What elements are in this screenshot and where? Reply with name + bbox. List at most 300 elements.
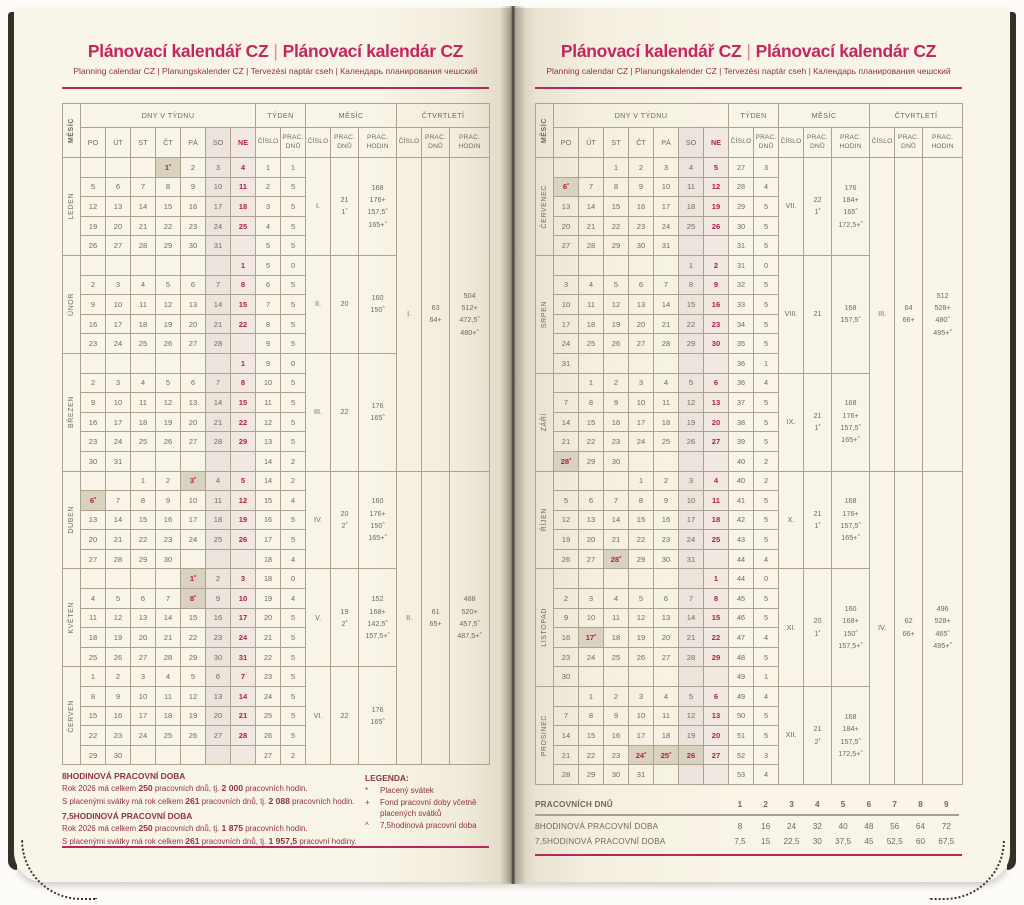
- sub-header: ČÍSLO: [256, 128, 281, 158]
- day-cell: 26: [181, 726, 206, 746]
- day-cell: 17: [106, 314, 131, 334]
- day-cell: [704, 765, 729, 785]
- day-cell: 17: [554, 314, 579, 334]
- month-label-text: KVĚTEN: [68, 602, 75, 634]
- month-numeral-cell: I.: [306, 158, 331, 256]
- month-label-text: BŘEZEN: [68, 396, 75, 429]
- day-cell: 21: [554, 745, 579, 765]
- marker-asterisk: *: [594, 634, 597, 641]
- day-cell: 3: [679, 471, 704, 491]
- month-workdays-cell: 21 1*: [804, 471, 832, 569]
- week-number-cell: 29: [729, 197, 754, 217]
- day-cell: 28: [554, 765, 579, 785]
- week-number-cell: 14: [256, 451, 281, 471]
- week-number-cell: 51: [729, 726, 754, 746]
- week-number-cell: 18: [256, 569, 281, 589]
- day-cell: 10: [106, 393, 131, 413]
- month-workhours-cell: 160 168+ 150^ 157,5+^: [832, 569, 870, 687]
- marker-caret: ^: [382, 718, 385, 725]
- sub-header: PRAC. DNŮ: [281, 128, 306, 158]
- day-cell: 14: [654, 295, 679, 315]
- day-cell: 1: [81, 667, 106, 687]
- day-cell: 28: [654, 334, 679, 354]
- day-cell: 8: [579, 393, 604, 413]
- month-label: [536, 471, 554, 569]
- day-cell: [679, 353, 704, 373]
- day-cell: [579, 471, 604, 491]
- week-number-cell: 2: [256, 177, 281, 197]
- week-row: [63, 158, 490, 178]
- days-table-value: 56: [890, 821, 900, 831]
- day-cell: 22: [81, 726, 106, 746]
- legend-text: 7,5hodinová pracovní doba: [380, 820, 477, 830]
- day-cell: 14: [679, 608, 704, 628]
- day-cell: 7: [554, 706, 579, 726]
- day-cell: 2: [81, 275, 106, 295]
- week-number-cell: 42: [729, 510, 754, 530]
- week-workdays-cell: 5: [281, 216, 306, 236]
- day-cell: 3: [131, 667, 156, 687]
- week-workdays-cell: 5: [281, 236, 306, 256]
- day-cell: 28: [156, 647, 181, 667]
- day-cell: 3: [629, 373, 654, 393]
- week-workdays-cell: 1: [754, 353, 779, 373]
- day-cell: 24: [629, 432, 654, 452]
- day-cell: 19: [81, 216, 106, 236]
- sub-header: PRAC. DNŮ: [422, 128, 450, 158]
- marker-caret: ^: [857, 534, 860, 541]
- day-cell: 27: [554, 236, 579, 256]
- day-header-po: PO: [554, 128, 579, 158]
- day-cell: [579, 158, 604, 178]
- day-cell: 8: [579, 706, 604, 726]
- day-cell: [81, 255, 106, 275]
- day-cell: 18: [231, 197, 256, 217]
- day-cell: 23: [554, 647, 579, 667]
- day-cell: [554, 569, 579, 589]
- week-workdays-cell: 5: [754, 647, 779, 667]
- day-cell: 24*: [629, 745, 654, 765]
- week-number-cell: 49: [729, 687, 754, 707]
- sub-header: PRAC. DNŮ: [804, 128, 832, 158]
- marker-caret: ^: [382, 414, 385, 421]
- day-cell: 21: [554, 432, 579, 452]
- days-table-value: 72: [941, 821, 951, 831]
- week-number-cell: 16: [256, 510, 281, 530]
- marker-caret: ^: [855, 208, 858, 215]
- day-cell: 14: [231, 687, 256, 707]
- day-header-pá: PÁ: [654, 128, 679, 158]
- day-cell: 27: [206, 726, 231, 746]
- day-cell: 17: [679, 510, 704, 530]
- day-cell: 9: [206, 589, 231, 609]
- day-cell: 16: [106, 706, 131, 726]
- day-cell: [629, 569, 654, 589]
- day-cell: 26: [629, 647, 654, 667]
- month-column-header-label: MĚSÍC: [68, 117, 75, 144]
- week-workdays-cell: 5: [754, 197, 779, 217]
- day-cell: 12: [604, 295, 629, 315]
- day-cell: 27: [181, 432, 206, 452]
- month-workhours-cell: 176 165^: [359, 353, 397, 471]
- day-cell: 5: [156, 275, 181, 295]
- day-cell: 3: [231, 569, 256, 589]
- day-cell: 9: [704, 275, 729, 295]
- month-workdays-cell: 22 1*: [804, 158, 832, 256]
- day-cell: 27: [704, 745, 729, 765]
- group-header-days: DNY V TÝDNU: [81, 104, 256, 128]
- week-workdays-cell: 5: [281, 628, 306, 648]
- week-number-cell: 4: [256, 216, 281, 236]
- day-cell: [579, 255, 604, 275]
- month-label-text: ŘÍJEN: [541, 508, 548, 532]
- day-cell: 5: [679, 373, 704, 393]
- month-workhours-cell: 168 176+ 157,5^ 165+^: [832, 471, 870, 569]
- days-table-row-label: 7,5HODINOVÁ PRACOVNÍ DOBA: [535, 836, 666, 846]
- days-table-col-header: 9: [943, 800, 949, 809]
- day-cell: 22: [704, 628, 729, 648]
- group-header-quarter: ČTVRTLETÍ: [870, 104, 963, 128]
- day-cell: 21: [206, 314, 231, 334]
- day-cell: 29: [704, 647, 729, 667]
- day-cell: 21: [156, 628, 181, 648]
- week-number-cell: 23: [256, 667, 281, 687]
- day-cell: 27: [81, 549, 106, 569]
- day-header-út: ÚT: [579, 128, 604, 158]
- day-cell: 10: [654, 177, 679, 197]
- day-cell: 4: [231, 158, 256, 178]
- day-cell: 24: [231, 628, 256, 648]
- day-cell: 16: [81, 412, 106, 432]
- week-number-cell: 10: [256, 373, 281, 393]
- day-cell: 30: [156, 549, 181, 569]
- day-cell: 3: [554, 275, 579, 295]
- marker-caret: ^: [477, 620, 480, 627]
- day-cell: 25: [679, 216, 704, 236]
- day-cell: 16: [604, 726, 629, 746]
- day-cell: 12: [81, 197, 106, 217]
- notes-line: S placenými svátky má rok celkem 261 pracovních dnů, tj. 2 088 pracovních hodin.: [62, 796, 355, 807]
- day-cell: 9: [604, 393, 629, 413]
- day-cell: 4: [579, 275, 604, 295]
- day-cell: 18: [579, 314, 604, 334]
- day-cell: [629, 255, 654, 275]
- week-number-cell: 34: [729, 314, 754, 334]
- month-workhours-cell: 168 184+ 157,5^ 172,5+^: [832, 687, 870, 785]
- week-number-cell: 50: [729, 706, 754, 726]
- day-cell: 4: [604, 589, 629, 609]
- day-cell: 22: [181, 628, 206, 648]
- day-cell: 23: [629, 216, 654, 236]
- day-cell: 19: [156, 314, 181, 334]
- week-workdays-cell: 5: [281, 275, 306, 295]
- day-cell: 2: [704, 255, 729, 275]
- day-cell: 5: [106, 589, 131, 609]
- week-number-cell: 41: [729, 491, 754, 511]
- day-cell: 8: [231, 275, 256, 295]
- day-cell: 3: [206, 158, 231, 178]
- week-number-cell: 44: [729, 569, 754, 589]
- day-cell: 23: [206, 628, 231, 648]
- legend-items: [365, 785, 489, 831]
- day-cell: 7: [206, 275, 231, 295]
- month-label-text: ÚNOR: [68, 292, 75, 316]
- day-cell: [181, 353, 206, 373]
- day-cell: 24: [106, 432, 131, 452]
- day-cell: [554, 373, 579, 393]
- day-cell: 23: [654, 530, 679, 550]
- marker-caret: ^: [479, 632, 482, 639]
- legend-text: Fond pracovní doby včetně placených svátků: [380, 797, 477, 818]
- month-label: [63, 158, 81, 256]
- day-cell: 17*: [579, 628, 604, 648]
- day-header-pá: PÁ: [181, 128, 206, 158]
- day-cell: 13: [554, 197, 579, 217]
- day-cell: 16: [704, 295, 729, 315]
- week-number-cell: 37: [729, 393, 754, 413]
- day-cell: 1: [579, 687, 604, 707]
- day-cell: 17: [629, 726, 654, 746]
- day-cell: [106, 471, 131, 491]
- calendar-body: [63, 158, 490, 765]
- marker-caret: ^: [384, 534, 387, 541]
- day-cell: 1: [231, 353, 256, 373]
- days-table-value: 40: [838, 821, 848, 831]
- day-cell: [654, 353, 679, 373]
- day-cell: [679, 569, 704, 589]
- day-cell: [579, 569, 604, 589]
- month-workdays-cell: 19 2*: [331, 569, 359, 667]
- head-row-groups: [63, 104, 490, 128]
- day-cell: 31: [106, 451, 131, 471]
- week-number-cell: 27: [729, 158, 754, 178]
- day-cell: 25: [704, 530, 729, 550]
- day-cell: [206, 549, 231, 569]
- head-row-columns: [63, 128, 490, 158]
- month-numeral-cell: VI.: [306, 667, 331, 765]
- day-cell: 16: [604, 412, 629, 432]
- day-cell: 11: [679, 177, 704, 197]
- week-number-cell: 18: [256, 549, 281, 569]
- day-cell: 16: [181, 197, 206, 217]
- day-cell: 6: [654, 589, 679, 609]
- marker-caret: ^: [855, 629, 858, 636]
- day-cell: 11: [156, 687, 181, 707]
- title-separator: |: [746, 41, 751, 61]
- week-number-cell: 28: [729, 177, 754, 197]
- day-cell: 10: [679, 491, 704, 511]
- day-cell: [604, 667, 629, 687]
- day-cell: 10: [131, 687, 156, 707]
- legend-item: [365, 797, 489, 820]
- day-cell: 26: [81, 236, 106, 256]
- day-cell: 19: [629, 628, 654, 648]
- day-header-ne: NE: [231, 128, 256, 158]
- day-cell: 9: [181, 177, 206, 197]
- marker-caret: ^: [382, 306, 385, 313]
- week-number-cell: 44: [729, 549, 754, 569]
- week-workdays-cell: 4: [754, 373, 779, 393]
- marker-caret: ^: [857, 436, 860, 443]
- days-table-col-header: 5: [840, 800, 846, 809]
- marker-asterisk: *: [194, 594, 197, 601]
- day-cell: 11: [131, 393, 156, 413]
- month-workhours-cell: 176 184+ 165^ 172,5+^: [832, 158, 870, 256]
- week-row: [536, 471, 963, 491]
- week-number-cell: 19: [256, 589, 281, 609]
- day-cell: 24: [679, 530, 704, 550]
- day-cell: 30: [654, 549, 679, 569]
- marker-asterisk: *: [194, 477, 197, 484]
- day-cell: 2: [554, 589, 579, 609]
- page-header-right: [535, 41, 962, 76]
- days-table-row: [535, 819, 959, 834]
- day-cell: 11: [704, 491, 729, 511]
- day-cell: 30: [604, 451, 629, 471]
- day-cell: 28: [106, 549, 131, 569]
- week-workdays-cell: 0: [754, 569, 779, 589]
- week-number-cell: 43: [729, 530, 754, 550]
- day-cell: 7: [206, 373, 231, 393]
- day-cell: 15: [579, 726, 604, 746]
- sub-header: ČÍSLO: [397, 128, 422, 158]
- week-number-cell: 47: [729, 628, 754, 648]
- month-numeral-cell: IV.: [306, 471, 331, 569]
- calendar-table-left: [62, 103, 490, 765]
- day-cell: 26: [106, 647, 131, 667]
- day-cell: 3: [654, 158, 679, 178]
- marker-caret: ^: [385, 208, 388, 215]
- days-table-col-header: 8: [918, 800, 923, 809]
- week-workdays-cell: 5: [281, 334, 306, 354]
- quarter-numeral-cell: II.: [397, 471, 422, 765]
- day-cell: 29: [579, 451, 604, 471]
- day-cell: 24: [579, 647, 604, 667]
- days-table-col-header: 1: [737, 800, 743, 809]
- day-cell: 13: [704, 393, 729, 413]
- days-table-value: 32: [812, 821, 822, 831]
- marker-caret: ^: [860, 221, 863, 228]
- day-cell: 1: [604, 158, 629, 178]
- marker-caret: ^: [476, 328, 479, 335]
- week-workdays-cell: 1: [754, 667, 779, 687]
- day-cell: 6: [181, 373, 206, 393]
- month-workdays-cell: 22: [331, 353, 359, 471]
- legend-symbol: +: [365, 797, 370, 807]
- sub-header: PRAC. DNŮ: [895, 128, 923, 158]
- day-cell: 30: [629, 236, 654, 256]
- day-cell: 7: [654, 275, 679, 295]
- marker-asterisk: *: [94, 496, 97, 503]
- day-cell: 6: [629, 275, 654, 295]
- week-workdays-cell: 4: [754, 628, 779, 648]
- day-cell: 25: [654, 432, 679, 452]
- day-cell: 1*: [181, 569, 206, 589]
- working-time-notes: [62, 769, 369, 848]
- week-number-cell: 25: [256, 706, 281, 726]
- quarter-workhours-cell: 488 520+ 457,5^ 487,5+^: [450, 471, 490, 765]
- week-number-cell: 32: [729, 275, 754, 295]
- week-number-cell: 8: [256, 314, 281, 334]
- day-cell: 1*: [156, 158, 181, 178]
- day-cell: 4: [679, 158, 704, 178]
- month-workhours-cell: 168 157,5^: [832, 255, 870, 373]
- day-cell: 13: [654, 608, 679, 628]
- day-cell: [181, 255, 206, 275]
- month-workhours-cell: 160 150^: [359, 255, 397, 353]
- day-cell: [206, 745, 231, 765]
- day-cell: 24: [131, 726, 156, 746]
- page-header-left: [62, 41, 489, 76]
- week-number-cell: 7: [256, 295, 281, 315]
- day-header-po: PO: [81, 128, 106, 158]
- day-cell: 3: [629, 687, 654, 707]
- day-cell: 20: [654, 628, 679, 648]
- week-workdays-cell: 5: [281, 393, 306, 413]
- head-row-groups: [536, 104, 963, 128]
- marker-caret: ^: [858, 737, 861, 744]
- day-cell: 5: [81, 177, 106, 197]
- day-cell: 17: [629, 412, 654, 432]
- sub-header: PRAC. HODIN: [359, 128, 397, 158]
- week-number-cell: 45: [729, 589, 754, 609]
- day-cell: 15: [81, 706, 106, 726]
- days-table-value: 16: [761, 821, 771, 831]
- day-cell: 19: [554, 530, 579, 550]
- month-workdays-cell: 21 1*: [804, 373, 832, 471]
- day-cell: [231, 549, 256, 569]
- day-cell: 12: [554, 510, 579, 530]
- week-number-cell: 11: [256, 393, 281, 413]
- day-cell: 10: [181, 491, 206, 511]
- quarter-numeral-cell: III.: [870, 158, 895, 472]
- day-cell: 17: [654, 197, 679, 217]
- day-cell: 2: [654, 471, 679, 491]
- day-cell: 21: [679, 628, 704, 648]
- legend-symbol: *: [365, 786, 369, 795]
- marker-caret: ^: [947, 629, 950, 636]
- day-cell: 14: [206, 393, 231, 413]
- marker-caret: ^: [477, 316, 480, 323]
- month-workdays-cell: 20 1*: [804, 569, 832, 687]
- day-cell: 2: [156, 471, 181, 491]
- week-number-cell: 13: [256, 432, 281, 452]
- day-cell: 27: [654, 647, 679, 667]
- day-cell: 24: [181, 530, 206, 550]
- day-cell: 7: [579, 177, 604, 197]
- day-cell: 24: [206, 216, 231, 236]
- day-cell: 2: [604, 373, 629, 393]
- day-cell: 9: [81, 393, 106, 413]
- day-cell: 25*: [654, 745, 679, 765]
- legend-item: [365, 785, 489, 797]
- day-cell: [106, 255, 131, 275]
- week-number-cell: 1: [256, 158, 281, 178]
- day-cell: 12: [106, 608, 131, 628]
- day-cell: 10: [554, 295, 579, 315]
- marker-caret: ^: [860, 750, 863, 757]
- week-workdays-cell: 2: [754, 451, 779, 471]
- week-number-cell: 27: [256, 745, 281, 765]
- day-cell: 20: [131, 628, 156, 648]
- day-cell: 23: [81, 334, 106, 354]
- month-workhours-cell: 160 176+ 150^ 165+^: [359, 471, 397, 569]
- month-numeral-cell: X.: [779, 471, 804, 569]
- day-cell: 12: [156, 393, 181, 413]
- day-cell: 26: [156, 334, 181, 354]
- day-cell: [131, 255, 156, 275]
- day-cell: 7: [106, 491, 131, 511]
